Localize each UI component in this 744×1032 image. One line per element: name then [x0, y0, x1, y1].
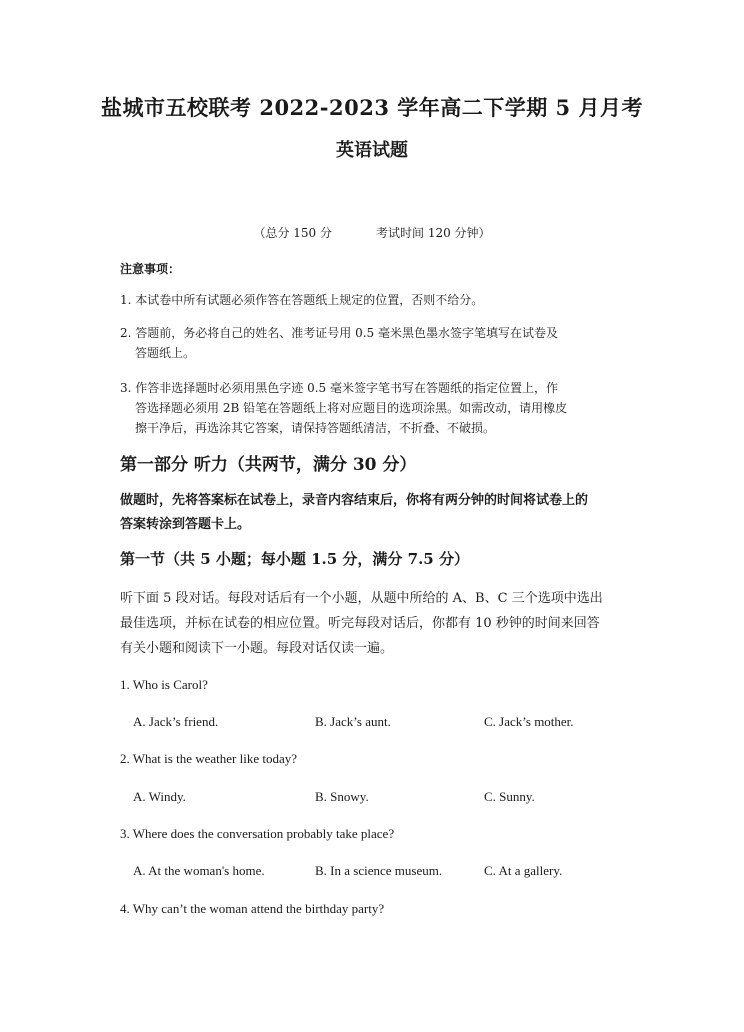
question-2: 2. What is the weather like today?: [120, 751, 298, 766]
notice-item-2: [120, 323, 635, 363]
section1-paragraph-line2: 最佳选项，并标在试卷的相应位置。听完每段对话后，你都有 10 秒钟的时间来回答: [120, 616, 600, 631]
question-2-option-c: C. Sunny.: [484, 789, 535, 804]
question-1-option-c: C. Jack’s mother.: [484, 714, 574, 729]
section1-heading: 第一节（共 5 小题；每小题 1.5 分，满分 7.5 分）: [120, 550, 469, 568]
part1-heading: 第一部分 听力（共两节，满分 30 分）: [120, 455, 417, 475]
section1-paragraph: [120, 586, 640, 661]
exam-time: 考试时间 120 分钟）: [376, 226, 491, 240]
page-title: 盐城市五校联考 2022-2023 学年高二下学期 5 月月考: [101, 95, 643, 120]
notice-item-1: 1. 本试卷中所有试题必须作答在答题纸上规定的位置，否则不给分。: [120, 293, 484, 307]
part1-instruction-line2: 答案转涂到答题卡上。: [120, 517, 251, 532]
notice-item-3: [120, 378, 635, 438]
question-3-option-c: C. At a gallery.: [484, 863, 563, 878]
question-1-option-a: A. Jack’s friend.: [133, 714, 219, 729]
section1-paragraph-line1: 听下面 5 段对话。每段对话后有一个小题，从题中所给的 A、B、C 三个选项中选出: [120, 591, 603, 606]
question-3: 3. Where does the conversation probably take place?: [120, 826, 395, 841]
question-3-option-a: A. At the woman's home.: [133, 863, 265, 878]
notice-heading: 注意事项：: [120, 262, 181, 276]
part1-instruction-line1: 做题时，先将答案标在试卷上，录音内容结束后，你将有两分钟的时间将试卷上的: [120, 493, 589, 508]
notice-item-3-line1: 3. 作答非选择题时必须用黑色字迹 0.5 毫米签字笔书写在答题纸的指定位置上，作: [120, 381, 558, 395]
notice-item-3-line3: 擦干净后，再选涂其它答案，请保持答题纸清洁，不折叠、不破损。: [135, 421, 496, 435]
question-2-option-b: B. Snowy.: [315, 789, 369, 804]
question-1: 1. Who is Carol?: [120, 677, 208, 692]
question-1-option-b: B. Jack’s aunt.: [315, 714, 391, 729]
section1-paragraph-line3: 有关小题和阅读下一小题。每段对话仅读一遍。: [120, 641, 394, 656]
notice-item-3-line2: 答选择题必须用 2B 铅笔在答题纸上将对应题目的选项涂黑。如需改动，请用橡皮: [135, 401, 568, 415]
page-subtitle: 英语试题: [336, 140, 408, 161]
question-2-option-a: A. Windy.: [133, 789, 186, 804]
question-3-option-b: B. In a science museum.: [315, 863, 443, 878]
notice-item-2-line1: 2. 答题前，务必将自己的姓名、准考证号用 0.5 毫米黑色墨水签字笔填写在试卷及: [120, 326, 558, 340]
exam-meta: [0, 224, 744, 241]
question-4: 4. Why can’t the woman attend the birthday party?: [120, 901, 385, 916]
total-score: （总分 150 分: [253, 226, 332, 240]
part1-instruction: [120, 489, 640, 537]
notice-item-2-line2: 答题纸上。: [135, 346, 196, 360]
